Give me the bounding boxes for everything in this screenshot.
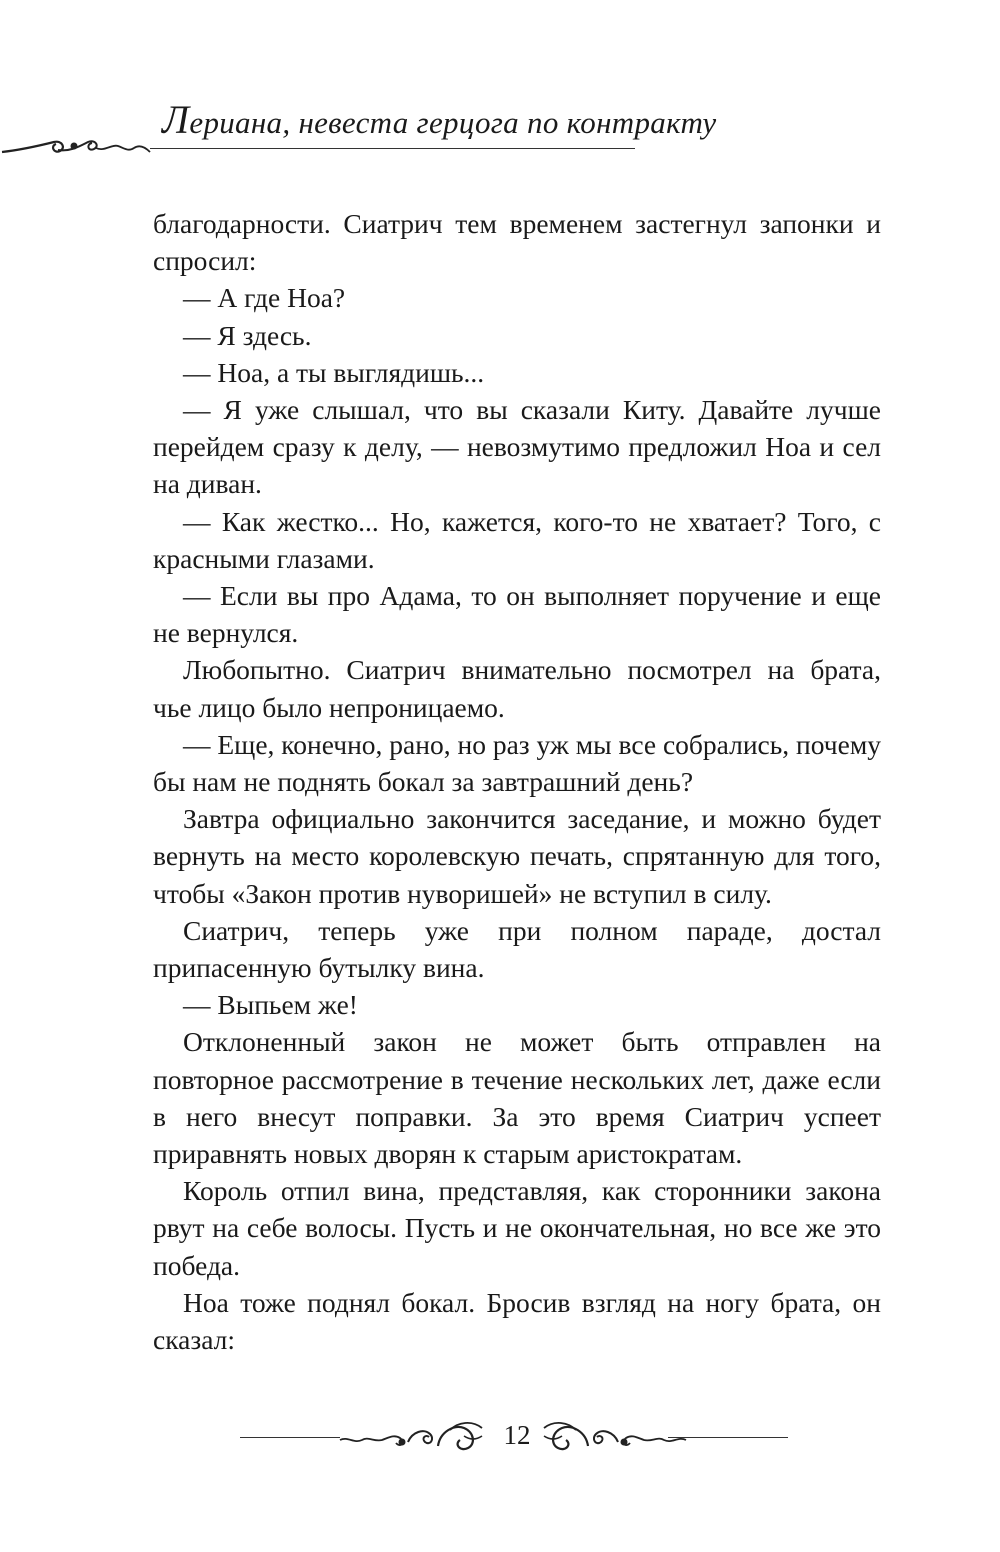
- footer-rule-left: [240, 1437, 340, 1438]
- title-subtitle: невеста герцога по контракту: [290, 105, 717, 140]
- paragraph: — Еще, конечно, рано, но раз уж мы все собрались, почему бы нам не поднять бокал за завтрашний день?: [153, 728, 882, 798]
- paragraph: Король отпил вина, представляя, как сторонники закона рвут на себе волосы. Пусть и не окончательная, но все же это победа.: [153, 1175, 881, 1281]
- paragraph: — Если вы про Адама, то он выполняет поручение и еще не вернулся.: [153, 580, 881, 649]
- paragraph: — Ноа, а ты выглядишь...: [183, 356, 485, 388]
- page-footer: [0, 1410, 1000, 1470]
- title-initial: Л: [162, 97, 190, 142]
- paragraph: — Выпьем же!: [183, 989, 358, 1021]
- paragraph: — Как жестко... Но, кажется, кого-то не хватает? Того, с красными глазами.: [153, 505, 881, 574]
- running-header: [0, 88, 1000, 168]
- paragraph: благодарности. Сиатрич тем временем застегнул запонки и спросил:: [153, 208, 881, 277]
- book-title: [162, 96, 716, 143]
- right-flourish-icon: [538, 1416, 688, 1460]
- header-rule: [150, 148, 635, 149]
- title-name: ериана,: [189, 105, 291, 140]
- page-number: 12: [503, 1420, 531, 1450]
- paragraph: Любопытно. Сиатрич внимательно посмотрел на брата, чье лицо было непроницаемо.: [153, 654, 881, 723]
- paragraph: Сиатрич, теперь уже при полном параде, достал припасенную бутылку вина.: [153, 914, 881, 984]
- footer-rule-right: [668, 1437, 788, 1438]
- paragraph: — Я уже слышал, что вы сказали Киту. Давайте лучше перейдем сразу к делу, — невозмутимо предложил Ноа и сел на диван.: [153, 394, 881, 500]
- paragraph: Отклоненный закон не может быть отправлен на повторное рассмотрение в течение нескольких лет, даже если в него внесут поправки. За это время Сиатрич успеет приравнять новых дворян к старым аристократам.: [153, 1026, 881, 1170]
- left-flourish-icon: [338, 1416, 488, 1460]
- paragraph: — Я здесь.: [183, 319, 312, 351]
- flourish-ornament-icon: [0, 126, 160, 166]
- paragraph: — А где Ноа?: [183, 282, 346, 314]
- page-text: [153, 205, 881, 1358]
- paragraph: Ноа тоже поднял бокал. Бросив взгляд на ногу брата, он сказал:: [153, 1286, 881, 1356]
- paragraph: Завтра официально закончится заседание, и можно будет вернуть на место королевскую печать, спрятанную для того, чтобы «Закон против нуворишей» не вступил в силу.: [153, 803, 881, 909]
